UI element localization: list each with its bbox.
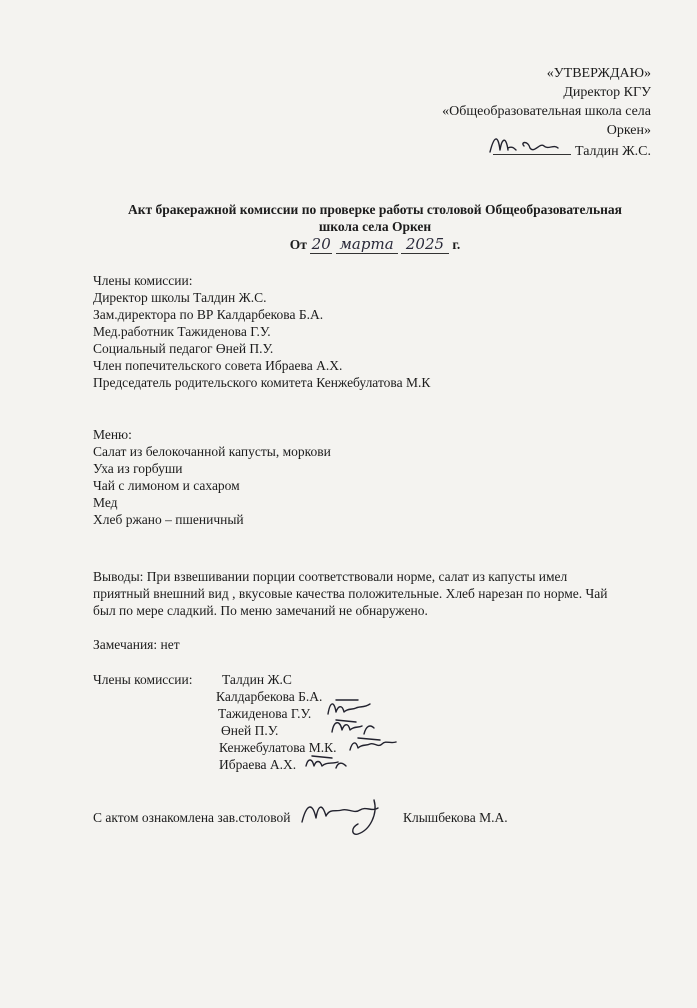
commission-member: Мед.работник Тажиденова Г.У.: [93, 324, 271, 339]
menu-item: Чай с лимоном и сахаром: [93, 478, 240, 493]
signature-klyshbekova: [296, 794, 402, 840]
date-month: марта: [336, 236, 398, 254]
commission-member: Директор школы Талдин Ж.С.: [93, 290, 267, 305]
menu-item: Мед: [93, 495, 118, 510]
date-day: 20: [311, 235, 331, 253]
menu-item: Салат из белокочанной капусты, моркови: [93, 444, 331, 459]
signature-ibraeva: [302, 752, 354, 774]
acquainted-name: Клышбекова М.А.: [403, 810, 508, 825]
commission-member: Член попечительского совета Ибраева А.Х.: [93, 358, 343, 373]
signatory-name: Өней П.У.: [221, 723, 279, 738]
menu-item: Уха из горбуши: [93, 461, 183, 476]
signatory-name: Тажиденова Г.У.: [218, 706, 312, 721]
remarks: Замечания: нет: [93, 637, 180, 652]
date-suffix: г.: [452, 237, 461, 252]
signatory-name: Калдарбекова Б.А.: [216, 689, 323, 704]
signatory-name: Талдин Ж.С: [222, 672, 292, 687]
approval-line-2: Директор КГУ: [563, 85, 651, 100]
conclusions-line-1: Выводы: При взвешивании порции соответствовали норме, салат из капусты имел: [93, 569, 568, 584]
date-year: 2025: [401, 236, 449, 254]
date-prefix: От: [289, 237, 307, 252]
director-signature: [484, 130, 574, 160]
title-line-2: школа села Оркен: [318, 219, 432, 234]
signatory-name: Кенжебулатова М.К.: [219, 740, 337, 755]
title-date: [95, 236, 655, 254]
signature-kenzhebulatova: [346, 734, 402, 756]
approval-signer: Талдин Ж.С.: [574, 144, 651, 159]
conclusions-line-3: был по мере сладкий. По меню замечаний не обнаружено.: [93, 603, 428, 618]
signatory-name: Ибраева А.Х.: [219, 757, 297, 772]
commission-member: Зам.директора по ВР Калдарбекова Б.А.: [93, 307, 324, 322]
commission-member: Социальный педагог Өней П.У.: [93, 341, 274, 356]
title-line-1: Акт бракеражной комиссии по проверке работы столовой Общеобразовательная: [128, 202, 622, 217]
commission-heading: Члены комиссии:: [93, 273, 193, 288]
approval-line-3: «Общеобразовательная школа села: [442, 104, 651, 119]
menu-item: Хлеб ржано – пшеничный: [93, 512, 244, 527]
menu-heading: Меню:: [93, 427, 132, 442]
acquainted-text: С актом ознакомлена зав.столовой: [93, 810, 291, 825]
signatures-label: Члены комиссии:: [93, 672, 193, 687]
approval-line-1: «УТВЕРЖДАЮ»: [546, 66, 651, 81]
conclusions-line-2: приятный внешний вид , вкусовые качества положительные. Хлеб нарезан по норме. Чай: [93, 586, 608, 601]
approval-line-4: Оркен»: [606, 123, 651, 138]
commission-member: Председатель родительского комитета Кенжебулатова М.К: [93, 375, 431, 390]
document-title: [95, 201, 655, 254]
